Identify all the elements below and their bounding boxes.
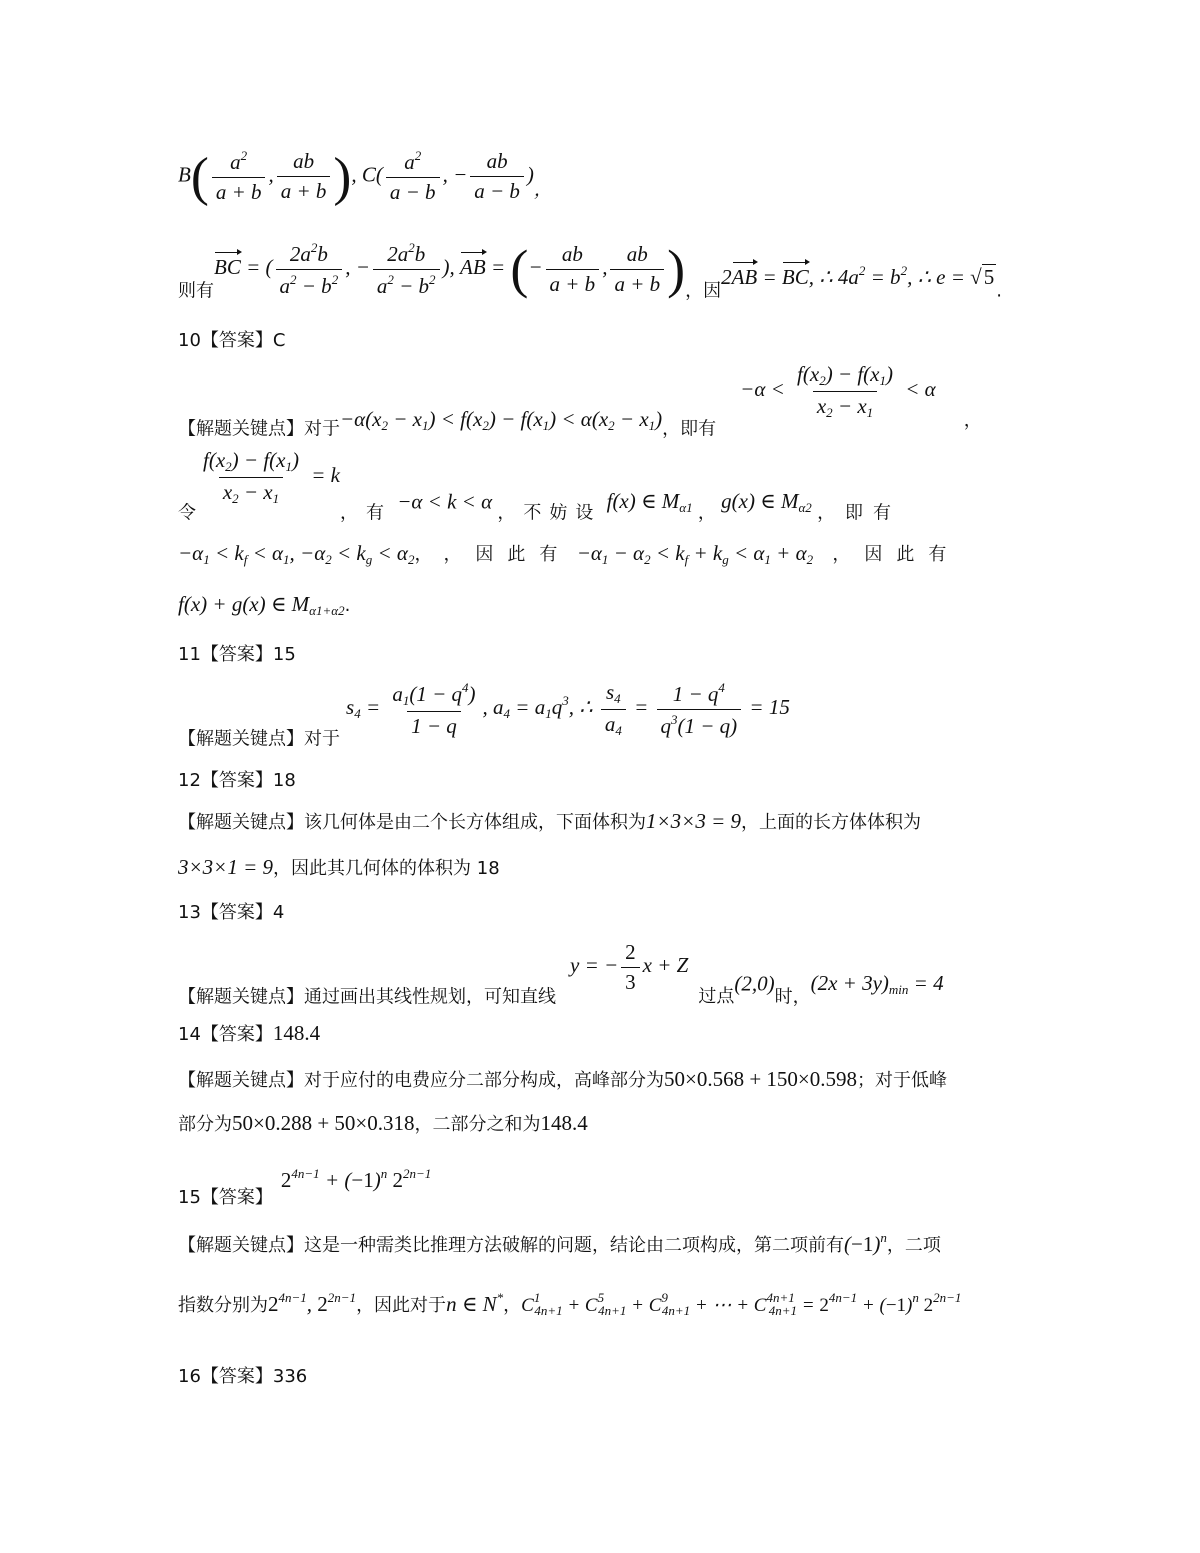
- q9-prefix: 则有: [178, 280, 214, 302]
- q10-comma: ，: [963, 410, 982, 432]
- q14-key-line: 【解题关键点】对于应付的电费应分二部分构成，高峰部分为50×0.568 + 150×0.598；对于低峰: [178, 1067, 948, 1091]
- q13-key: 【解题关键点】通过画出其线性规划，可知直线: [178, 986, 556, 1008]
- q15-two: ，二项: [886, 1235, 941, 1256]
- q11-key-line: 【解题关键点】对于$s_4$ = $\frac{a_1(1 - q^4)}{1 - q}$ , $a_4 = a_1q^3$, ∴ $\frac{s_4}{a_4}$ = $\frac{1 - q^4}{q^3(1 - q)}$ = 15: [178, 680, 790, 750]
- q9-comma: ，: [533, 179, 552, 201]
- q10-let-line: 令 $\frac{f(x_2) - f(x_1)}{x_2 - x_1}$ = k，有 −α < k < α ，不妨设 f(x) ∈ $M_{\alpha 1}$ ， g(x) ∈ $M_{\alpha 2}$ ，即有: [178, 448, 902, 524]
- q15-answer: 15【答案】: [178, 1187, 273, 1208]
- q15-key: 【解题关键点】这是一种需类比推理方法破解的问题，结论由二项构成，第二项前有: [178, 1235, 844, 1256]
- q9-points-line: B( $\frac{a^2}{a + b}$ , $\frac{ab}{a + b}$ ), C( $\frac{a^2}{a - b}$ , − $\frac{ab}{a - b}$ )，: [178, 146, 552, 207]
- q9-vectors-line: 则有BC = ( $\frac{2a^2b}{a^2 - b^2}$ , − $\frac{2a^2b}{a^2 - b^2}$ ), AB = (− $\frac{ab}{a + b}$ , $\frac{ab}{a + b}$ )，因2AB = BC, ∴ $4a^2 = b^2$, ∴ e = √5.: [178, 239, 1002, 302]
- q10-therefore2: ，因此有: [832, 544, 961, 565]
- q13-answer: 13【答案】4: [178, 902, 285, 923]
- q10-sep: ，: [697, 502, 716, 524]
- q15-answer-line: 15【答案】$2^{4n-1} + (-1)^n$ $2^{2n-1}$: [178, 1166, 432, 1208]
- q15-key-line: 【解题关键点】这是一种需类比推理方法破解的问题，结论由二项构成，第二项前有$(-1)^n$，二项: [178, 1230, 941, 1256]
- q14-answer: 14【答案】: [178, 1024, 273, 1045]
- q14-value: 148.4: [272, 1021, 321, 1045]
- q10-key: 【解题关键点】对于: [178, 418, 340, 440]
- q12-key: 【解题关键点】该几何体是由二个长方体组成，下面体积为: [178, 812, 646, 833]
- q9-end: .: [996, 280, 1002, 302]
- q15-exp: 指数分别为: [178, 1295, 268, 1316]
- q15-sep: ，: [503, 1295, 522, 1316]
- q15-exp-line: 指数分别为$2^{4n-1}$, $2^{2n-1}$，因此对于n ∈ N*，$C^1_{4n+1} + C^5_{4n+1} + C^9_{4n+1}$ + ⋯ + $C^{4n+1}_{4n+1} = 2^{4n-1} + (-1)^n$ $2^{2n-1}$: [178, 1290, 962, 1318]
- q12-answer: 12【答案】18: [178, 770, 296, 791]
- q10-sep2: ，: [414, 544, 424, 565]
- q12-total-line: 3×3×1 = 9，因此其几何体的体积为 18: [178, 855, 500, 879]
- q10-assume: ，不妨设: [497, 502, 602, 524]
- q13-when: 时，: [774, 986, 811, 1008]
- q10-answer: 10【答案】C: [178, 330, 286, 351]
- q12-total: ，因此其几何体的体积为 18: [273, 858, 500, 879]
- q16-answer: 16【答案】336: [178, 1366, 308, 1387]
- q14-low: ；对于低峰: [857, 1070, 948, 1091]
- q14-key: 【解题关键点】对于应付的电费应分二部分构成，高峰部分为: [178, 1070, 664, 1091]
- q13-through: 过点: [698, 986, 735, 1008]
- q14-low-line: 部分为50×0.288 + 50×0.318，二部分之和为148.4: [178, 1111, 588, 1135]
- q11-key: 【解题关键点】对于: [178, 728, 340, 750]
- q13-key-line: 【解题关键点】通过画出其线性规划，可知直线y = − $\frac{2}{3}$ x + Z过点(2,0)时，$(2x + 3y)_{min} = 4$: [178, 940, 944, 1008]
- q14-answer-line: [178, 1020, 320, 1046]
- q10-have: ，有: [339, 502, 392, 524]
- q10-end: .: [344, 595, 351, 616]
- q9-because: ，因: [685, 280, 722, 302]
- q10-result-line: f(x) + g(x) ∈ $M_{\alpha 1+\alpha 2}$.: [178, 592, 351, 618]
- q12-key-line: 【解题关键点】该几何体是由二个长方体组成，下面体积为1×3×3 = 9，上面的长方体体积为: [178, 809, 922, 833]
- q14-low2: 部分为: [178, 1114, 232, 1135]
- q10-therefore: ，因此有: [443, 544, 572, 565]
- q12-upper: ，上面的长方体体积为: [741, 812, 922, 833]
- q10-thus: ，即有: [817, 502, 902, 524]
- q10-key-line: 【解题关键点】对于$-\alpha(x_2 - x_1) < f(x_2) - f(x_1) < \alpha(x_2 - x_1)$，即有−α < $\frac{f(x_2) - f(x_1)}{x_2 - x_1}$ < α，: [178, 362, 982, 440]
- q10-then: ，即有: [662, 418, 717, 440]
- q15-thus: ，因此对于: [356, 1295, 447, 1316]
- q11-answer: 11【答案】15: [178, 644, 296, 665]
- q14-sum: ，二部分之和为: [414, 1114, 541, 1135]
- q10-let: 令: [178, 502, 196, 524]
- q10-range-line: $-\alpha_1 < k_f < \alpha_1$, $-\alpha_2 < k_g < \alpha_2$， ，因此有 $-\alpha_1 - \alpha_2 < k_f + k_g < \alpha_1 + \alpha_2$ ，因此有: [178, 541, 961, 567]
